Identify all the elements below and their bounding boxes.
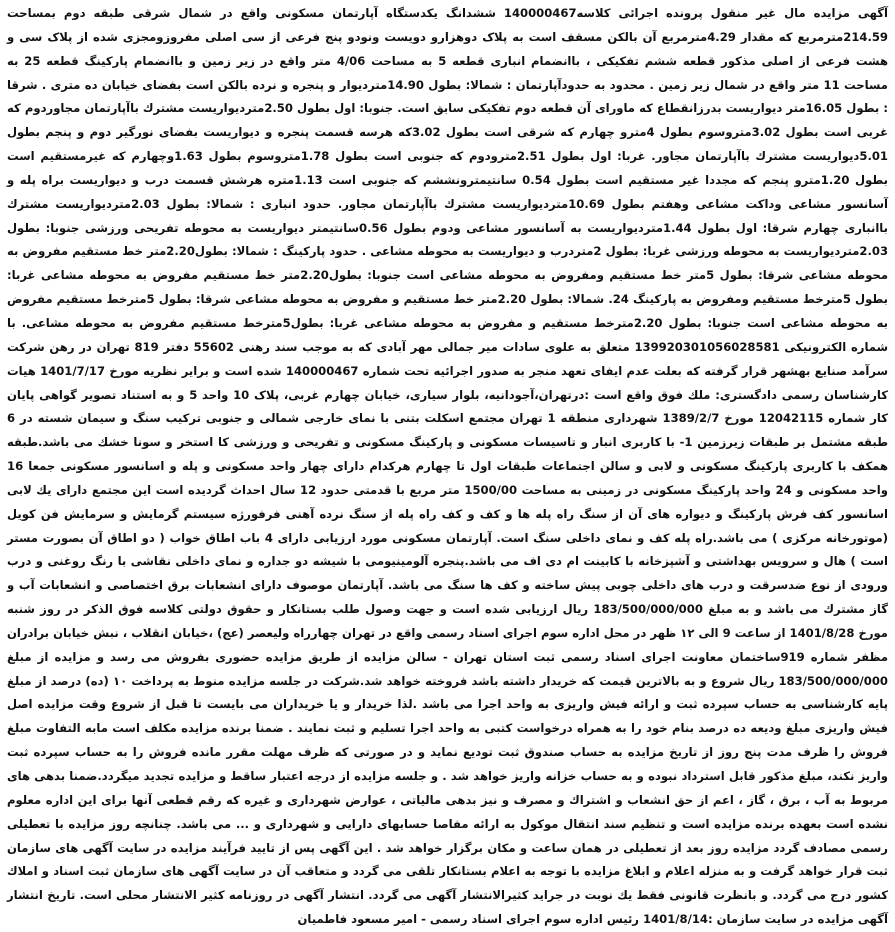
auction-notice-text: آگهی مزایده مال غیر منقول پرونده اجرائی کلاسه140000467 ششدانگ یکدستگاه آپارتمان مسکونی واقع در شمال شرقی طبقه دوم بمساحت 214.59مترمربع که مقدار 4.29مترمربع آن بالکن مسقف است به پلاک دوهزارو دویست ونودو پنج فرعی از سی اصلی مفروزومجزی شده از پلاک سی و هشت فرعی از اصلی مذکور قطعه ششم تفکیکی ، باانضمام انباری قطعه 5 به مساحت 4/06 متر واقع در زیر زمین و باانضمام پارکینگ قطعه 25 به مساحت 11 متر واقع در شمال زیر زمین . محدود به حدودآپارتمان : شمالا: بطول 14.90مترديوار و پنجره و نرده بالكن است بفضاى خيابان ده مترى . شرقا : بطول 16.05متر ديواريست بدرزانقطاع كه ماوراى آن قطعه دوم تفكيكى سابق است. جنوبا: اول بطول 2.50مترديواريست مشترك باآپارتمان مجاوردوم كه غربى است بطول 3.02متروسوم بطول 4مترو چهارم كه شرقى است بطول 3.02كه هرسه قسمت پنجره و ديواريست بفضاى نورگير دوم و پنجم بطول 5.01ديواريست مشترك باآپارتمان مجاور. غربا: اول بطول 2.51مترودوم كه جنوبى است بطول 1.78متروسوم بطول 1.63وچهارم كه غيرمستقيم است بطول 1.20مترو پنجم كه مجددا غير مستقيم است بطول 0.54 سانتيمترونششم كه جنوبى است 1.13متره هرشش قسمت درب و ديواريست براه پله و آسانسور مشاعى وداكت مشاعى وهفتم بطول 10.69مترديواريست مشترك باآپارتمان مجاور. حدود انبارى : شمالا: بطول 2.03مترديواريست مشترك باانبارى چهارم شرقا: اول بطول 1.44مترديواريست به آسانسور مشاعى ودوم بطول 0.56سانتيمتر ديواريست به محوطه تفريحى ورزشى جنوبا: بطول 2.03مترديواريست به محوطه ورزشى غربا: بطول 2متردرب و ديواريست به محوطه مشاعى . حدود پاركينگ : شمالا: بطول2.20متر خط مستقيم مفروض به محوطه مشاعى شرقا: بطول 5متر خط مستقيم ومفروض به محوطه مشاعى است جنوبا: بطول2.20متر خط مستقيم مفروض به محوطه مشاعى غربا: بطول 5مترخط مستقيم ومفروض به پاركينگ 24. شمالا: بطول 2.20متر خط مستقيم و مفروض به محوطه مشاعى شرقا: بطول 5مترخط مستقيم مفروض به محوطه مشاعى است جنوبا: بطول 2.20مترخط مستقيم و مفروض به محوطه مشاعى غربا: بطول5مترخط مستقيم مفروض به محوطه مشاعى. با شماره الكترونيكى 139920301056028581 متعلق به علوى سادات مير جمالى مهر آبادى كه به موجب سند رهنى 55602 دفتر 819 تهران در رهن شركت سرآمد صنايع بهشهر قرار گرفته كه بعلت عدم ايفاى تعهد منجر به صدور اجرائيه تحت شماره 140000467 شده است و براير نظريه مورخ 1401/7/17 هيات كارشناسان رسمى دادگسترى: ملك فوق واقع است :درتهران،آجودانيه، بلوار سيارى، خيابان چهارم غربى، پلاک 10 واحد 5 و به استناد تصوير گواهى پايان كار شماره 12042115 مورخ 1389/2/7 شهردارى منطقه 1 تهران مجتمع اسكلت بتنى با نماى خارجى شمالى و جنوبى تركيب سنگ و سيمان شسته در 6 طبقه مشتمل بر طبقات زيرزمين 1- با كاربرى انبار و تاسيسات مسكونى و پاركينگ مسكونى و تفريحى و ورزشى كا استخر و سونا خشك مى باشد.طبقه همكف با كاربرى پاركينگ مسكونى و لابى و سالن اجتماعات طبقات اول تا چهارم هركدام داراى چهار واحد مسكونى و پله و اسانسور مسكونى جمعا 16 واحد مسكونى و 24 واحد پاركينگ مسكونى در زمينى به مساحت 1500/00 متر مربع با قدمتى حدود 12 سال احداث گرديده است اين مجتمع داراى يك لابى اسانسور كف فرش پاركينگ و ديواره هاى آن از سنگ راه پله ها و كف و كف راه پله از سنگ نرده آهنى فرفورژه سيستم گرمايش و سرمايش فن كويل (موتورخانه مركزى ) مى باشد.راه پله كف و نماى داخلى سنگ است. آپارتمان مسكونى مورد ارزيابى داراى 4 باب اطاق خواب ( دو اطاق آن بصورت مستر است ) هال و سرويس بهداشتى و آشپزخانه با كابينت ام دى اف مى باشد.پنجره آلومينيومى با شيشه دو جداره و نماى داخلى نقاشى با رنگ روغنى و درب ورودى از نوع ضدسرقت و درب هاى داخلى چوبى پيش ساخته و كف ها سنگ مى باشد. آپارتمان موصوف داراى انشعابات برق اختصاصى و انشعابات آب و گاز مشترك مى باشد و به مبلغ 183/500/000/000 ريال ارزيابى شده است و جهت وصول طلب بستانكار و حقوق دولتى كلاسه فوق الذكر در روز شنبه مورخ 1401/8/28 از ساعت 9 الى ۱۲ ظهر در محل اداره سوم اجراى اسناد رسمى واقع در تهران چهارراه وليعصر (عج) ،خيابان انقلاب ، نبش خيابان برادران مظفر شماره 919ساختمان معاونت اجراى اسناد رسمى ثبت استان تهران - سالن مزايده از طريق مزايده حضورى بفروش مى رسد و مزايده از مبلغ 183/500/000/000 ريال شروع و به بالاترين قيمت كه خريدار داشته باشد فروخته خواهد شد.شركت در جلسه مزايده منوط به پرداخت ۱۰ (ده) درصد از مبلغ پايه كارشناسى به حساب سپرده ثبت و ارائه فيش واريزى به واحد اجرا مى باشد .لذا خريدار و يا خريداران مى بايست تا قبل از شروع وقت مزايده اصل فيش واريزى مبلغ وديعه ده درصد بنام خود را به همراه درخواست كتبى به واحد اجرا تسليم و ثبت نمايند . ضمنا برنده مزايده مكلف است مابه التفاوت مبلغ فروش را ظرف مدت پنج روز از تاريخ مزايده به حساب صندوق ثبت توديع نمايد و در صورتى كه ظرف مهلت مقرر مانده فروش را به حساب سپرده ثبت واريز نكند، مبلغ مذكور قابل استرداد نبوده و به حساب خزانه واريز خواهد شد . و جلسه مزايده از درجه اعتبار ساقط و مزايده تجديد ميگردد.ضمنا بدهى هاى مربوط به آب ، برق ، گاز ، اعم از حق انشعاب و اشتراك و مصرف و نيز بدهى مالياتى ، عوارض شهردارى و غيره كه رقم قطعى آنها براى اين اداره معلوم نشده است بعهده برنده مزايده است و تنظيم سند انتقال موكول به ارائه مفاصا حسابهاى دارايى و شهردارى و ... مى باشد. چنانچه روز مزايده با تعطيلى رسمى مصادف گردد مزايده روز بعد از تعطيلى در همان ساعت و مكان برگزار خواهد شد . اين آگهى پس از تاييد فرآيند مزايده در سايت آگهى هاى سازمان ثبت قرار خواهد گرفت و به منزله اعلام و ابلاغ مزايده با توجه به اعلام بستانكار تلقى مى گردد و متعاقب آن در سايت آگهى هاى سازمان ثبت اسناد و املاك كشور درج مى گردد. و بانظرت قانونى فقط يك نوبت در جرايد كثيرالانتشار آگهى مى گردد. انتشار آگهى در روزنامه كثير الانتشار محلى است. تاريخ انتشار آگهى مزايده در سايت سازمان :1401/8/14 رئيس اداره سوم اجراى اسناد رسمى - امير مسعود فاطميان	[7, 6, 889, 927]
